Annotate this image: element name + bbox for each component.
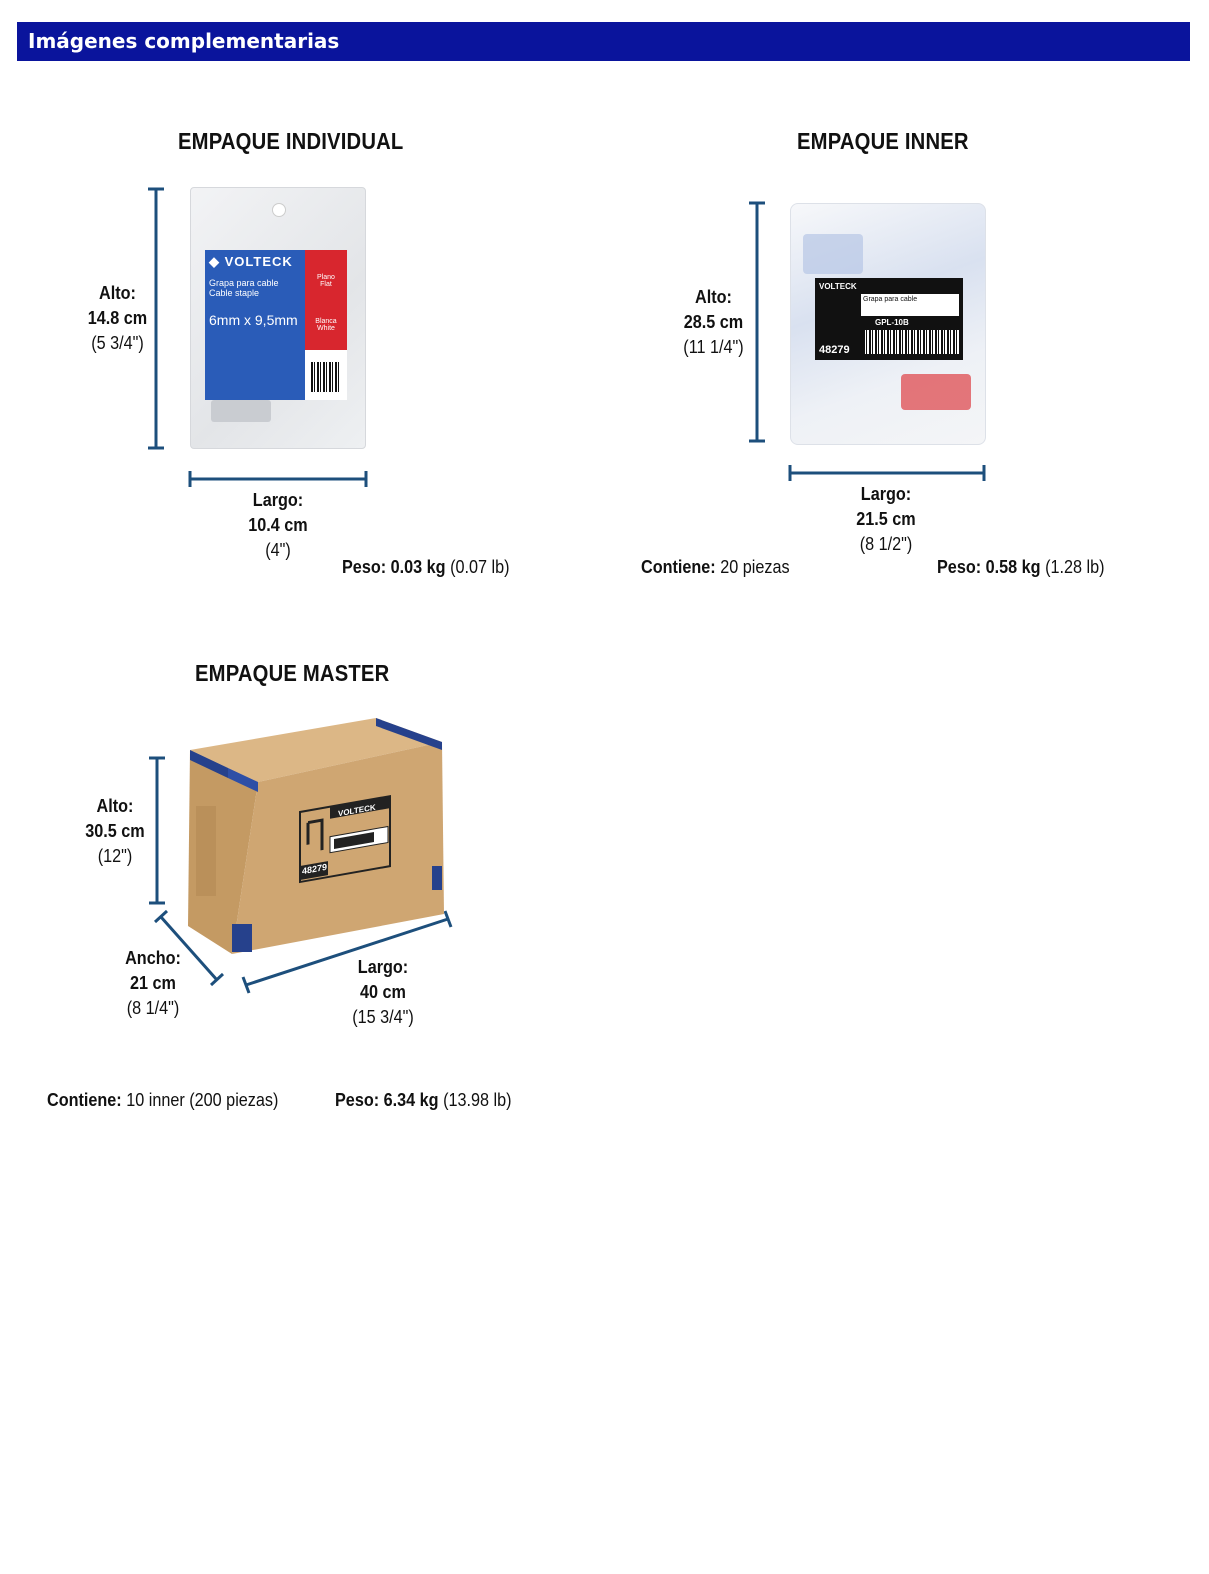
alto-label: Alto:	[695, 287, 732, 307]
individual-peso	[342, 557, 510, 578]
alto-value: 14.8 cm	[87, 308, 148, 328]
inner-barcode-icon	[863, 330, 959, 354]
brand-logo	[209, 254, 301, 270]
largo-value: 21.5 cm	[856, 509, 916, 529]
inner-alto	[671, 285, 757, 360]
ancho-label: Ancho:	[125, 948, 181, 968]
peso-value: 0.58 kg	[985, 557, 1041, 577]
red-text-3: Blanca	[315, 318, 337, 325]
individual-alto	[75, 281, 161, 356]
inner-title: EMPAQUE INNER	[797, 128, 969, 154]
inner-peso	[937, 557, 1105, 578]
inner-label	[815, 278, 963, 360]
package-line2: Cable staple	[209, 288, 260, 298]
barcode-area	[305, 350, 347, 400]
package-line1: Grapa para cable	[209, 278, 279, 288]
peso-label: Peso:	[937, 557, 982, 577]
largo-value: 10.4 cm	[248, 515, 308, 535]
volteck-icon: ◆	[209, 254, 220, 269]
peso-extra: (0.07 lb)	[450, 557, 510, 577]
peso-value: 0.03 kg	[390, 557, 446, 577]
inner-contiene	[641, 557, 790, 578]
peso-value: 6.34 kg	[383, 1090, 439, 1110]
alto-inches: (5 3/4")	[91, 333, 144, 353]
largo-inches: (8 1/2")	[859, 534, 913, 554]
ancho-value: 21 cm	[130, 973, 176, 993]
largo-label: Largo:	[252, 490, 304, 510]
individual-package-image	[190, 187, 366, 449]
section-header: Imágenes complementarias	[17, 22, 1190, 61]
inner-number: 48279	[819, 344, 850, 356]
alto-inches: (12")	[97, 846, 133, 866]
hang-hole	[272, 203, 286, 217]
individual-largo	[233, 488, 323, 563]
peso-extra: (13.98 lb)	[443, 1090, 512, 1110]
ancho-inches: (8 1/4")	[126, 998, 180, 1018]
master-alto	[71, 794, 159, 869]
inner-label-text: Grapa para cable	[861, 294, 959, 316]
master-largo	[334, 955, 433, 1030]
brand-text: VOLTECK	[224, 254, 293, 269]
master-box-image	[188, 716, 446, 958]
barcode-icon	[311, 362, 341, 392]
alto-value: 28.5 cm	[683, 312, 744, 332]
largo-value: 40 cm	[360, 982, 406, 1002]
master-title: EMPAQUE MASTER	[195, 660, 390, 686]
contiene-value: 10 inner (200 piezas)	[126, 1090, 279, 1110]
package-red-tab	[305, 250, 347, 350]
master-peso	[335, 1090, 512, 1111]
alto-value: 30.5 cm	[85, 821, 145, 841]
largo-label: Largo:	[357, 957, 409, 977]
contiene-label: Contiene:	[641, 557, 716, 577]
staples-blue	[803, 234, 863, 274]
staples-red	[901, 374, 971, 410]
package-size: 6mm x 9,5mm	[209, 312, 298, 328]
inner-code: GPL-10B	[875, 318, 909, 327]
alto-inches: (11 1/4")	[683, 337, 744, 357]
contiene-value: 20 piezas	[720, 557, 790, 577]
largo-inches: (15 3/4")	[352, 1007, 414, 1027]
largo-inches: (4")	[265, 540, 291, 560]
individual-title: EMPAQUE INDIVIDUAL	[178, 128, 404, 154]
peso-label: Peso:	[335, 1090, 380, 1110]
red-text-1: Plano	[317, 274, 335, 281]
contiene-label: Contiene:	[47, 1090, 122, 1110]
master-brand: VOLTECK	[338, 802, 376, 819]
master-number: 48279	[302, 861, 328, 877]
alto-label: Alto:	[99, 283, 136, 303]
staples-visible	[211, 400, 271, 422]
peso-label: Peso:	[342, 557, 387, 577]
largo-label: Largo:	[860, 484, 912, 504]
inner-package-image	[790, 203, 986, 445]
alto-label: Alto:	[96, 796, 134, 816]
master-ancho	[109, 946, 197, 1021]
red-text-2: Flat	[320, 281, 332, 288]
package-label	[205, 250, 305, 400]
peso-extra: (1.28 lb)	[1045, 557, 1105, 577]
red-text-4: White	[317, 325, 335, 332]
inner-largo	[841, 482, 931, 557]
inner-brand: VOLTECK	[819, 282, 857, 291]
master-contiene	[47, 1090, 278, 1111]
